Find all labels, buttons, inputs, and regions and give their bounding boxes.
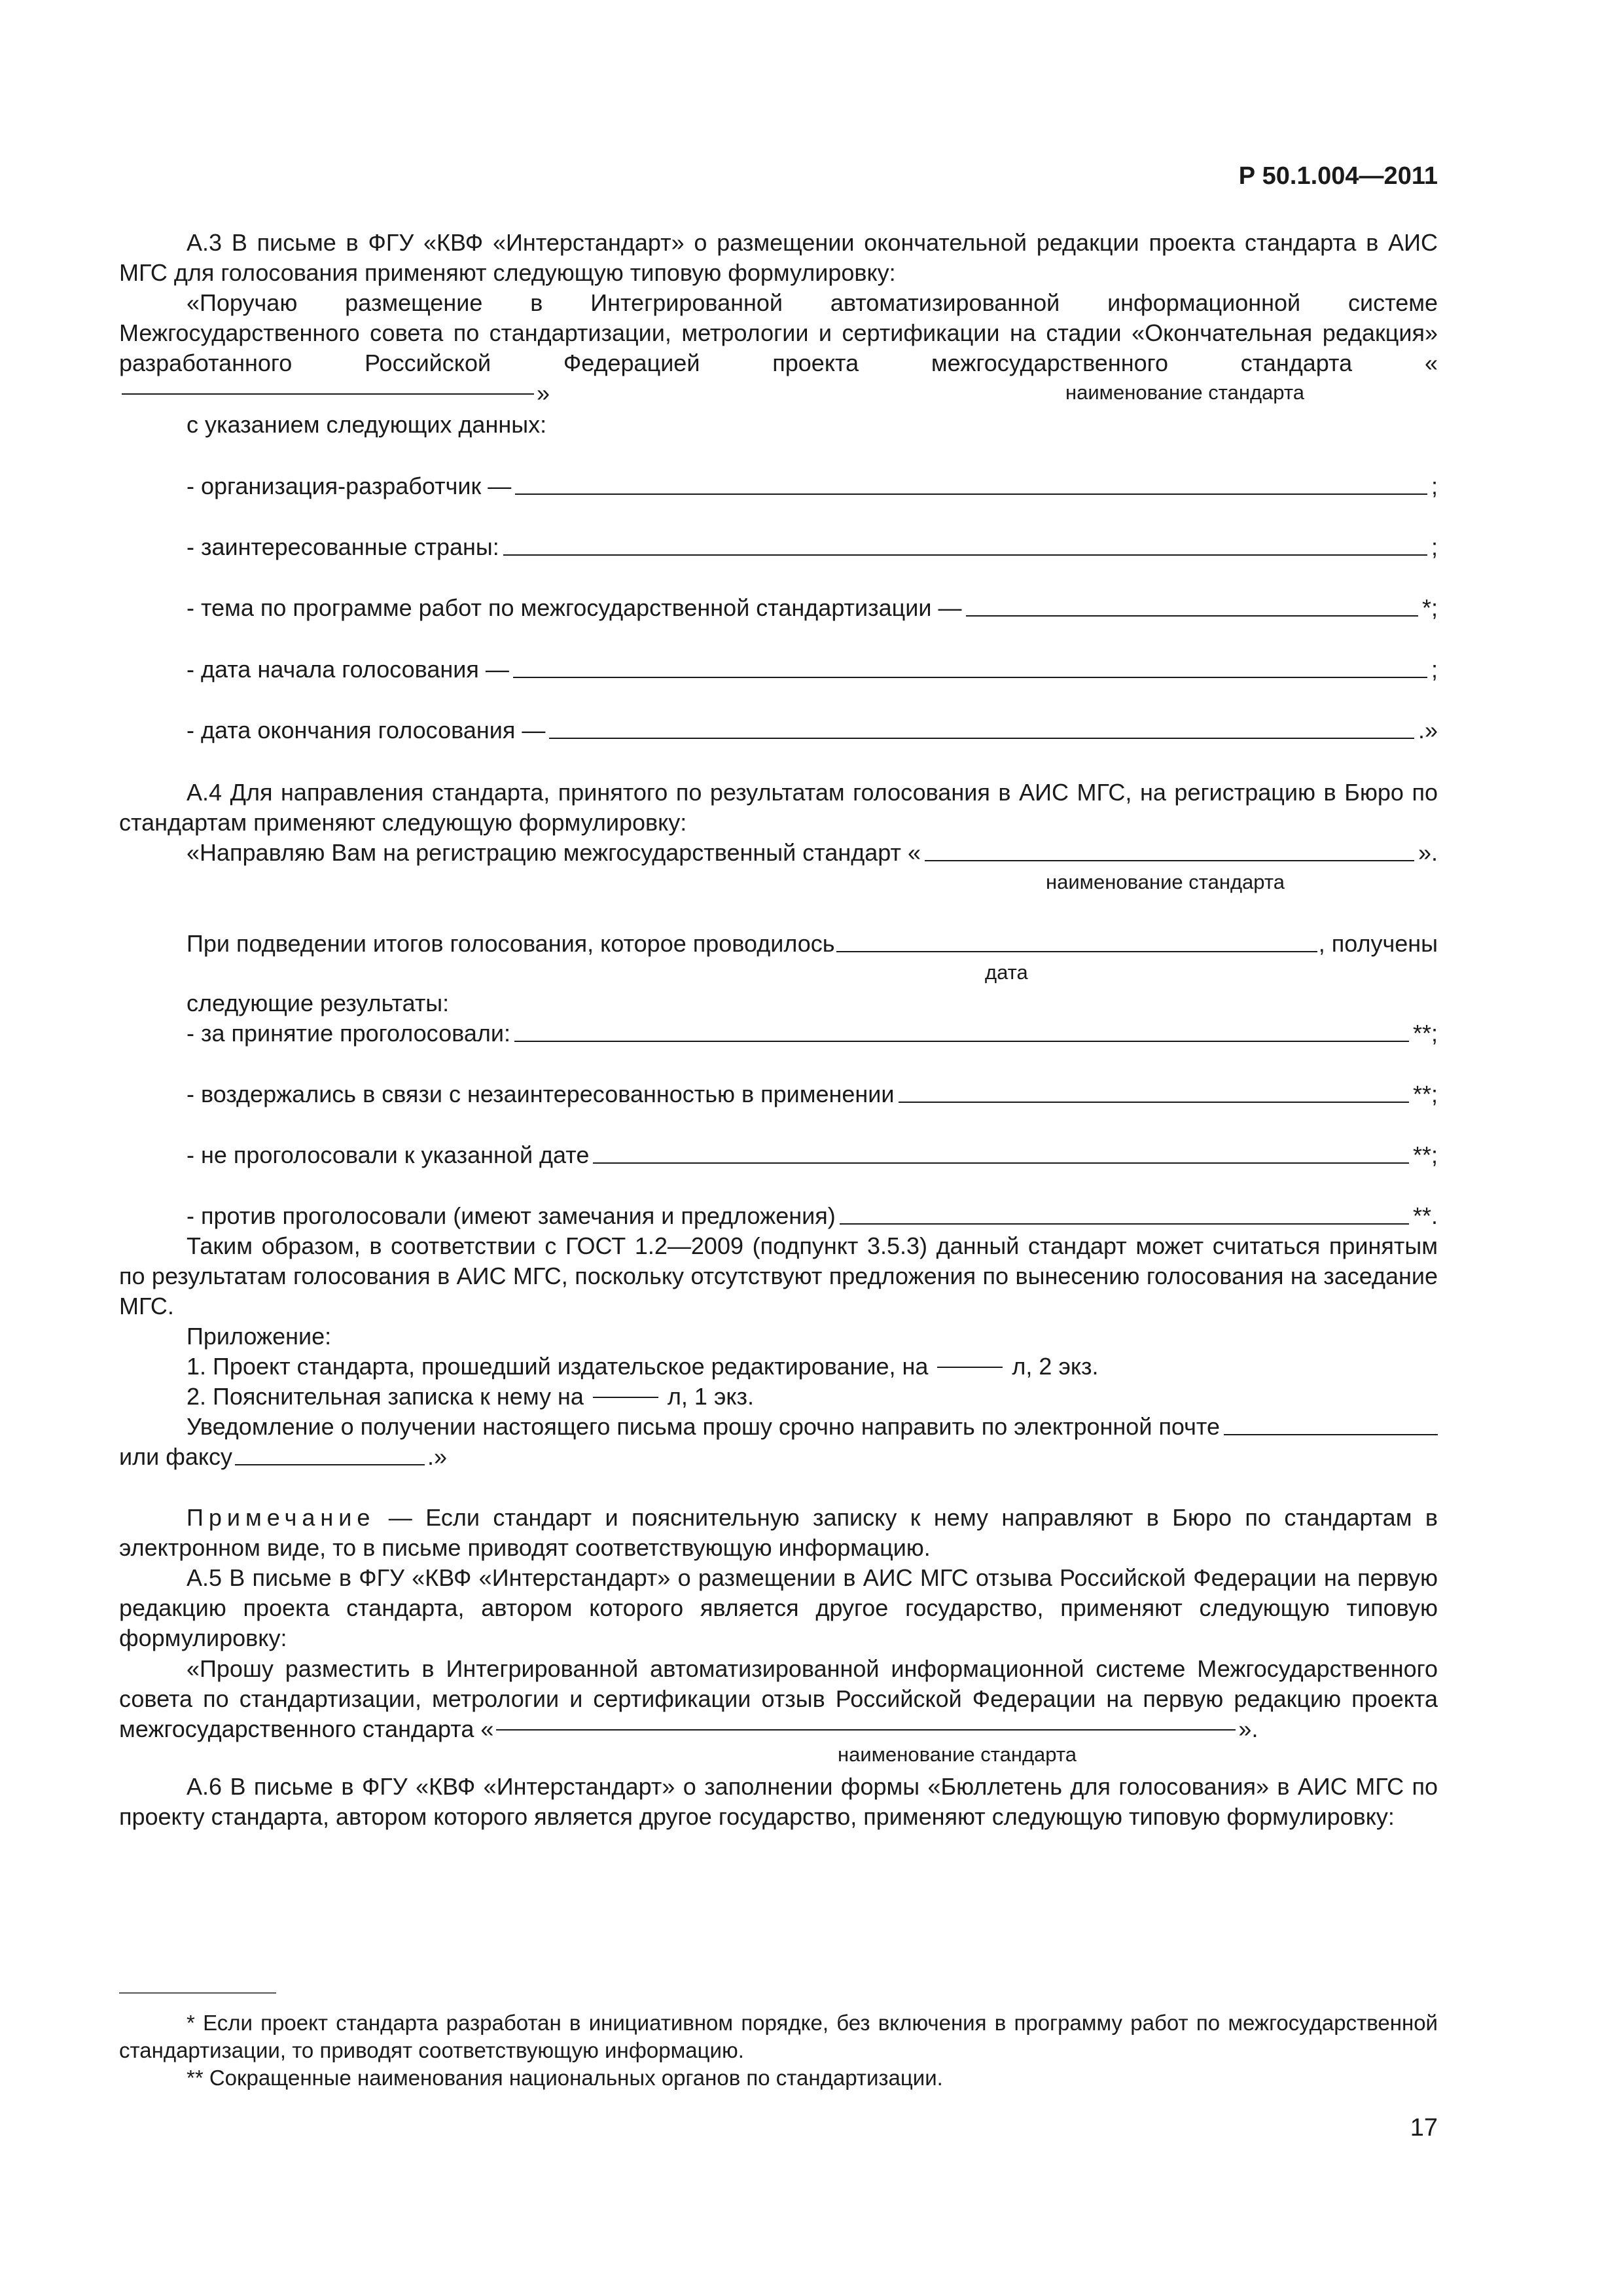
results-label: следующие результаты: xyxy=(187,990,450,1016)
a5-caption: наименование стандарта xyxy=(838,1743,1077,1766)
appendix-label: Приложение: xyxy=(187,1323,332,1350)
fax-blank[interactable] xyxy=(235,1464,425,1465)
field-blank[interactable] xyxy=(549,738,1414,739)
field-blank[interactable] xyxy=(966,615,1418,617)
appendix-item-1-suffix: л, 2 экз. xyxy=(1012,1353,1099,1380)
send-line xyxy=(187,838,1438,868)
appendix-item-2-blank[interactable] xyxy=(593,1397,658,1398)
field-topic xyxy=(187,593,1438,623)
vote-blank[interactable] xyxy=(899,1102,1409,1103)
field-suffix: ; xyxy=(1431,533,1438,560)
field-countries xyxy=(187,532,1438,562)
vote-blank[interactable] xyxy=(514,1041,1409,1042)
vote-label: - воздержались в связи с незаинтересованностью в применении xyxy=(187,1081,895,1107)
standard-name-blank[interactable] xyxy=(925,860,1414,861)
field-suffix: ; xyxy=(1431,656,1438,683)
section-a5-quote xyxy=(119,1654,1438,1744)
date-blank[interactable] xyxy=(836,951,1317,952)
note-text: — Если стандарт и пояснительную записку к нему направляют в Бюро по стандартам в электронном виде, то в письме приводят соответствующую информацию. xyxy=(119,1504,1438,1561)
field-blank[interactable] xyxy=(515,493,1427,495)
field-label: - тема по программе работ по межгосударственной стандартизации — xyxy=(187,594,962,621)
field-developer xyxy=(187,471,1438,501)
vote-for xyxy=(187,1018,1438,1049)
notify-fax-line xyxy=(119,1442,447,1472)
appendix-item-1 xyxy=(187,1352,1099,1382)
note xyxy=(119,1503,1438,1563)
field-vote-start xyxy=(187,655,1438,685)
vote-not-voted xyxy=(187,1140,1438,1170)
document-code: Р 50.1.004—2011 xyxy=(1238,162,1438,190)
notify-fax-text: или факсу xyxy=(119,1443,233,1470)
field-blank[interactable] xyxy=(503,554,1427,556)
field-label: - заинтересованные страны: xyxy=(187,533,499,560)
appendix-item-2-text: 2. Пояснительная записка к нему на xyxy=(187,1383,584,1410)
standard-name-blank[interactable] xyxy=(496,1729,1236,1731)
appendix-item-2 xyxy=(187,1382,754,1412)
note-label: Примечание xyxy=(187,1504,376,1531)
send-suffix: ». xyxy=(1418,839,1438,866)
standard-name-caption: наименование стандарта xyxy=(1065,381,1304,404)
section-a5-quote-text: «Прошу разместить в Интегрированной автоматизированной информационной системе Межгосударственного совета по стандартизации, метрологии и сертификации отзыв Российской Федерации на первую редакцию проекта межгосударственного стандарта « xyxy=(119,1655,1438,1742)
vote-suffix: **; xyxy=(1412,1020,1438,1047)
vote-suffix: **; xyxy=(1412,1141,1438,1168)
results-suffix: , получены xyxy=(1318,930,1438,957)
vote-blank[interactable] xyxy=(593,1162,1409,1164)
conclusion: Таким образом, в соответствии с ГОСТ 1.2—2009 (подпункт 3.5.3) данный стандарт может считаться принятым по результатам голосования в АИС МГС, поскольку отсутствуют предложения по вынесению голосования на заседание МГС. xyxy=(119,1232,1438,1319)
vote-suffix: **; xyxy=(1412,1081,1438,1107)
field-label: - дата окончания голосования — xyxy=(187,717,546,744)
date-caption: дата xyxy=(985,961,1028,984)
standard-name-blank[interactable] xyxy=(122,393,534,395)
results-line xyxy=(187,929,1438,959)
data-intro: с указанием следующих данных: xyxy=(187,411,547,438)
appendix-item-2-suffix: л, 1 экз. xyxy=(667,1383,754,1410)
send-prefix: «Направляю Вам на регистрацию межгосударственный стандарт « xyxy=(187,839,921,866)
appendix-item-1-blank[interactable] xyxy=(937,1367,1003,1368)
field-suffix: ; xyxy=(1431,473,1438,499)
notify-email-line xyxy=(187,1412,1438,1442)
field-suffix: .» xyxy=(1418,717,1438,744)
footnote-1: * Если проект стандарта разработан в инициативном порядке, без включения в программу работ по межгосударственной стандартизации, то приводят соответствующую информацию. xyxy=(119,2011,1438,2062)
vote-label: - против проголосовали (имеют замечания и предложения) xyxy=(187,1202,836,1229)
vote-suffix: **. xyxy=(1412,1202,1438,1229)
section-a5-intro: А.5 В письме в ФГУ «КВФ «Интерстандарт» о размещении в АИС МГС отзыва Российской Федерации на первую редакцию проекта стандарта, автором которого является другое государство, применяют следующую типовую формулировку: xyxy=(119,1564,1438,1651)
field-label: - организация-разработчик — xyxy=(187,473,512,499)
footnote-separator xyxy=(119,1992,276,1994)
section-a6-intro: А.6 В письме в ФГУ «КВФ «Интерстандарт» о заполнении формы «Бюллетень для голосования» в АИС МГС по проекту стандарта, автором которого является другое государство, применяют следующую типовую формулировку: xyxy=(119,1773,1438,1830)
section-a3-intro: А.3 В письме в ФГУ «КВФ «Интерстандарт» о размещении окончательной редакции проекта стандарта в АИС МГС для голосования применяют следующую типовую формулировку: xyxy=(119,229,1438,286)
field-blank[interactable] xyxy=(513,677,1427,678)
vote-against xyxy=(187,1201,1438,1231)
vote-abstained xyxy=(187,1079,1438,1109)
section-a3-quote-end: » xyxy=(537,380,550,406)
section-a4-intro: А.4 Для направления стандарта, принятого по результатам голосования в АИС МГС, на регистрацию в Бюро по стандартам применяют следующую формулировку: xyxy=(119,779,1438,836)
vote-label: - за принятие проголосовали: xyxy=(187,1020,510,1047)
field-suffix: *; xyxy=(1421,594,1438,621)
vote-label: - не проголосовали к указанной дате xyxy=(187,1141,590,1168)
notify-fax-suffix: .» xyxy=(427,1443,448,1470)
email-blank[interactable] xyxy=(1224,1434,1438,1435)
field-vote-end xyxy=(187,715,1438,745)
footnote-2: ** Сокращенные наименования национальных органов по стандартизации. xyxy=(187,2066,943,2090)
page-number: 17 xyxy=(1410,2114,1438,2142)
field-label: - дата начала голосования — xyxy=(187,656,509,683)
results-prefix: При подведении итогов голосования, которое проводилось xyxy=(187,930,835,957)
appendix-item-1-text: 1. Проект стандарта, прошедший издательское редактирование, на xyxy=(187,1353,929,1380)
section-a5-quote-end: ». xyxy=(1238,1715,1258,1742)
vote-blank[interactable] xyxy=(840,1223,1409,1225)
section-a3-quote-text: «Поручаю размещение в Интегрированной автоматизированной информационной системе Межгосударственного совета по стандартизации, метрологии и сертификации на стадии «Окончательная редакция» разработанного Российской Федерацией проекта межгосударственного стандарта « xyxy=(119,289,1438,376)
send-caption: наименование стандарта xyxy=(1046,870,1285,893)
notify-text: Уведомление о получении настоящего письма прошу срочно направить по электронной почте xyxy=(187,1413,1221,1440)
